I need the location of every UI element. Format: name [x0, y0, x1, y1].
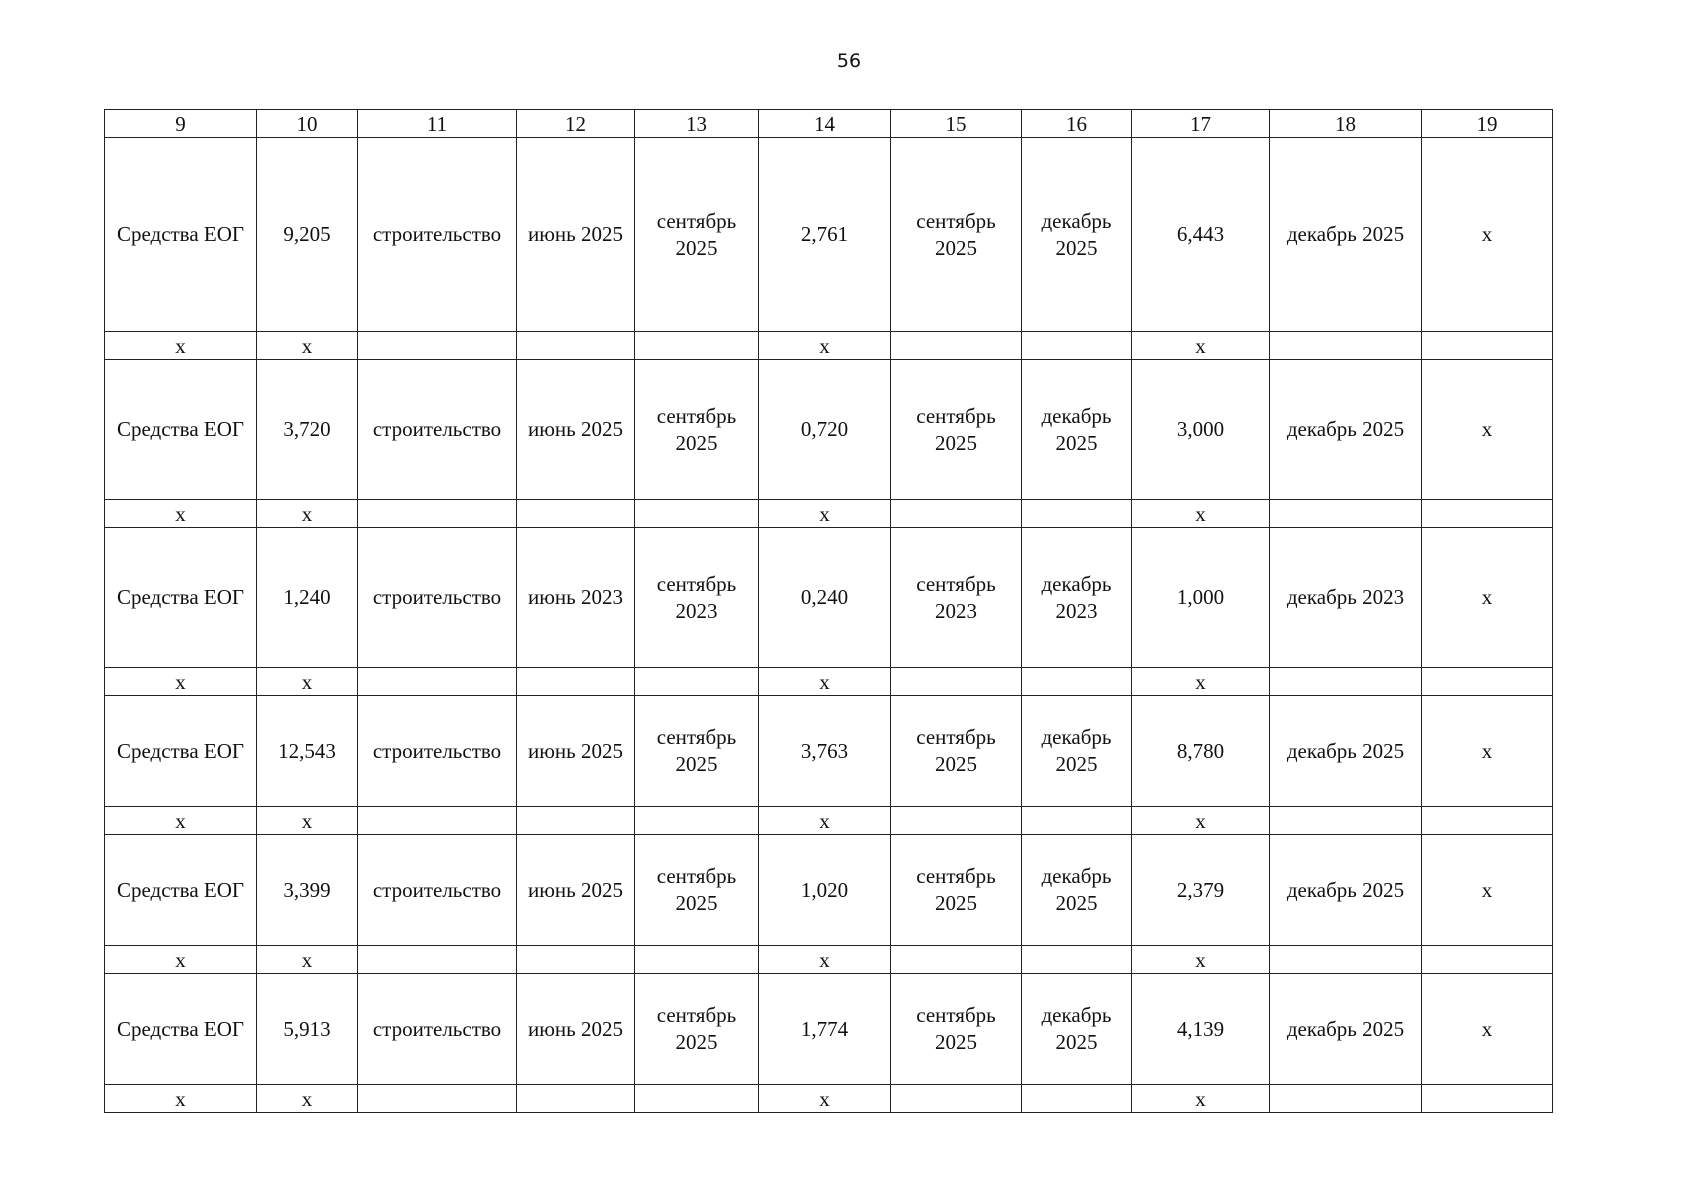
completion-date-cell: декабрь 2025: [1022, 974, 1132, 1085]
completion-date-cell: сентябрь 2025: [635, 138, 759, 332]
marker-cell: х: [1422, 360, 1553, 500]
sub-row-cell: х: [759, 946, 891, 974]
sub-row-cell: [1422, 1085, 1553, 1113]
marker-cell: х: [1422, 835, 1553, 946]
sub-row-cell: [1270, 946, 1422, 974]
sub-row-cell: [891, 1085, 1022, 1113]
amount-cell: 1,240: [257, 528, 358, 668]
start-date-cell: сентябрь 2025: [891, 835, 1022, 946]
table-sub-row: [105, 1085, 1553, 1113]
start-date-cell: июнь 2025: [517, 835, 635, 946]
amount-cell: 12,543: [257, 696, 358, 807]
column-number-cell: 16: [1022, 110, 1132, 138]
funding-source-cell: Средства ЕОГ: [105, 138, 257, 332]
sub-row-cell: [517, 332, 635, 360]
sub-row-cell: х: [105, 332, 257, 360]
column-number-row: [105, 110, 1553, 138]
column-number-cell: 19: [1422, 110, 1553, 138]
start-date-cell: июнь 2025: [517, 360, 635, 500]
amount-cell: 3,720: [257, 360, 358, 500]
deadline-cell: декабрь 2023: [1270, 528, 1422, 668]
sub-row-cell: х: [759, 807, 891, 835]
completion-date-cell: сентябрь 2025: [635, 360, 759, 500]
work-type-cell: строительство: [358, 974, 517, 1085]
amount-cell: 3,399: [257, 835, 358, 946]
start-date-cell: июнь 2025: [517, 974, 635, 1085]
amount-cell: 1,020: [759, 835, 891, 946]
sub-row-cell: [1270, 500, 1422, 528]
work-type-cell: строительство: [358, 360, 517, 500]
sub-row-cell: [1022, 500, 1132, 528]
sub-row-cell: [1422, 668, 1553, 696]
sub-row-cell: х: [257, 500, 358, 528]
sub-row-cell: [891, 500, 1022, 528]
deadline-cell: декабрь 2025: [1270, 835, 1422, 946]
amount-cell: 0,720: [759, 360, 891, 500]
sub-row-cell: х: [759, 668, 891, 696]
sub-row-cell: [891, 946, 1022, 974]
data-table: [104, 109, 1553, 1113]
column-number-cell: 14: [759, 110, 891, 138]
table-sub-row: [105, 946, 1553, 974]
sub-row-cell: х: [105, 668, 257, 696]
column-number-cell: 12: [517, 110, 635, 138]
work-type-cell: строительство: [358, 835, 517, 946]
sub-row-cell: [1270, 807, 1422, 835]
sub-row-cell: [517, 1085, 635, 1113]
sub-row-cell: [635, 946, 759, 974]
sub-row-cell: х: [1132, 946, 1270, 974]
marker-cell: х: [1422, 696, 1553, 807]
column-number-cell: 18: [1270, 110, 1422, 138]
column-number-cell: 13: [635, 110, 759, 138]
table-sub-row: [105, 332, 1553, 360]
table-body: [105, 110, 1553, 1113]
funding-source-cell: Средства ЕОГ: [105, 974, 257, 1085]
amount-cell: 3,000: [1132, 360, 1270, 500]
sub-row-cell: х: [759, 332, 891, 360]
sub-row-cell: [1422, 946, 1553, 974]
sub-row-cell: [1270, 1085, 1422, 1113]
deadline-cell: декабрь 2025: [1270, 974, 1422, 1085]
sub-row-cell: х: [257, 807, 358, 835]
amount-cell: 4,139: [1132, 974, 1270, 1085]
work-type-cell: строительство: [358, 138, 517, 332]
funding-source-cell: Средства ЕОГ: [105, 696, 257, 807]
sub-row-cell: х: [105, 1085, 257, 1113]
work-type-cell: строительство: [358, 696, 517, 807]
sub-row-cell: х: [1132, 807, 1270, 835]
sub-row-cell: х: [105, 807, 257, 835]
start-date-cell: сентябрь 2023: [891, 528, 1022, 668]
amount-cell: 1,774: [759, 974, 891, 1085]
table-row: [105, 360, 1553, 500]
table-row: [105, 696, 1553, 807]
column-number-cell: 17: [1132, 110, 1270, 138]
table-row: [105, 138, 1553, 332]
completion-date-cell: декабрь 2023: [1022, 528, 1132, 668]
sub-row-cell: х: [257, 1085, 358, 1113]
table-row: [105, 835, 1553, 946]
sub-row-cell: х: [1132, 668, 1270, 696]
table-row: [105, 974, 1553, 1085]
completion-date-cell: сентябрь 2025: [635, 835, 759, 946]
sub-row-cell: [1422, 332, 1553, 360]
sub-row-cell: [358, 332, 517, 360]
sub-row-cell: [891, 332, 1022, 360]
funding-source-cell: Средства ЕОГ: [105, 528, 257, 668]
start-date-cell: сентябрь 2025: [891, 974, 1022, 1085]
sub-row-cell: [358, 668, 517, 696]
sub-row-cell: х: [105, 500, 257, 528]
deadline-cell: декабрь 2025: [1270, 360, 1422, 500]
sub-row-cell: [1022, 1085, 1132, 1113]
marker-cell: х: [1422, 528, 1553, 668]
sub-row-cell: х: [759, 1085, 891, 1113]
column-number-cell: 11: [358, 110, 517, 138]
amount-cell: 6,443: [1132, 138, 1270, 332]
column-number-cell: 15: [891, 110, 1022, 138]
sub-row-cell: [1022, 946, 1132, 974]
sub-row-cell: [517, 500, 635, 528]
work-type-cell: строительство: [358, 528, 517, 668]
sub-row-cell: [1422, 807, 1553, 835]
amount-cell: 5,913: [257, 974, 358, 1085]
completion-date-cell: сентябрь 2023: [635, 528, 759, 668]
marker-cell: х: [1422, 138, 1553, 332]
sub-row-cell: х: [257, 332, 358, 360]
amount-cell: 2,761: [759, 138, 891, 332]
sub-row-cell: х: [257, 668, 358, 696]
amount-cell: 2,379: [1132, 835, 1270, 946]
funding-source-cell: Средства ЕОГ: [105, 360, 257, 500]
completion-date-cell: сентябрь 2025: [635, 974, 759, 1085]
sub-row-cell: [358, 946, 517, 974]
sub-row-cell: х: [1132, 1085, 1270, 1113]
sub-row-cell: [517, 668, 635, 696]
sub-row-cell: [1022, 807, 1132, 835]
sub-row-cell: [1022, 668, 1132, 696]
amount-cell: 1,000: [1132, 528, 1270, 668]
sub-row-cell: х: [1132, 332, 1270, 360]
start-date-cell: июнь 2025: [517, 138, 635, 332]
completion-date-cell: сентябрь 2025: [635, 696, 759, 807]
completion-date-cell: декабрь 2025: [1022, 696, 1132, 807]
funding-source-cell: Средства ЕОГ: [105, 835, 257, 946]
amount-cell: 9,205: [257, 138, 358, 332]
start-date-cell: сентябрь 2025: [891, 360, 1022, 500]
start-date-cell: сентябрь 2025: [891, 138, 1022, 332]
sub-row-cell: [635, 1085, 759, 1113]
sub-row-cell: [1422, 500, 1553, 528]
sub-row-cell: [1022, 332, 1132, 360]
page-number: 56: [836, 50, 862, 72]
sub-row-cell: [635, 807, 759, 835]
deadline-cell: декабрь 2025: [1270, 696, 1422, 807]
table-sub-row: [105, 500, 1553, 528]
sub-row-cell: [891, 668, 1022, 696]
sub-row-cell: х: [1132, 500, 1270, 528]
sub-row-cell: х: [105, 946, 257, 974]
marker-cell: х: [1422, 974, 1553, 1085]
sub-row-cell: [635, 668, 759, 696]
sub-row-cell: [517, 946, 635, 974]
column-number-cell: 10: [257, 110, 358, 138]
sub-row-cell: [517, 807, 635, 835]
sub-row-cell: [635, 332, 759, 360]
completion-date-cell: декабрь 2025: [1022, 360, 1132, 500]
sub-row-cell: [635, 500, 759, 528]
sub-row-cell: х: [759, 500, 891, 528]
sub-row-cell: [358, 500, 517, 528]
sub-row-cell: [1270, 332, 1422, 360]
completion-date-cell: декабрь 2025: [1022, 835, 1132, 946]
sub-row-cell: [1270, 668, 1422, 696]
start-date-cell: июнь 2025: [517, 696, 635, 807]
table-sub-row: [105, 807, 1553, 835]
amount-cell: 0,240: [759, 528, 891, 668]
completion-date-cell: декабрь 2025: [1022, 138, 1132, 332]
sub-row-cell: [891, 807, 1022, 835]
table-row: [105, 528, 1553, 668]
sub-row-cell: х: [257, 946, 358, 974]
deadline-cell: декабрь 2025: [1270, 138, 1422, 332]
amount-cell: 3,763: [759, 696, 891, 807]
sub-row-cell: [358, 1085, 517, 1113]
amount-cell: 8,780: [1132, 696, 1270, 807]
start-date-cell: июнь 2023: [517, 528, 635, 668]
table-sub-row: [105, 668, 1553, 696]
sub-row-cell: [358, 807, 517, 835]
column-number-cell: 9: [105, 110, 257, 138]
start-date-cell: сентябрь 2025: [891, 696, 1022, 807]
